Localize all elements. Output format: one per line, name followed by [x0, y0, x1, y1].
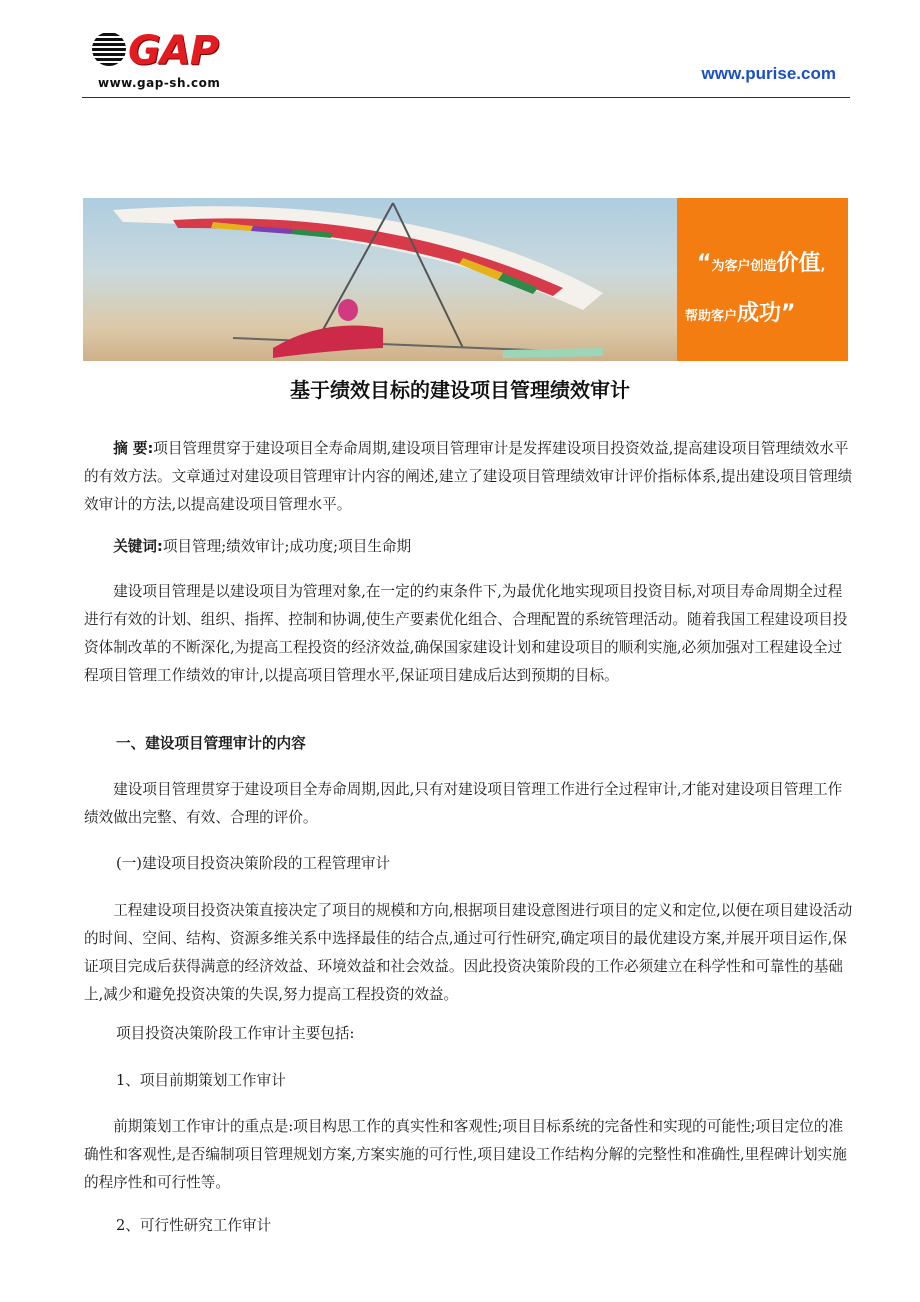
gap-logo[interactable] [82, 24, 242, 94]
intro-paragraph: 建设项目管理是以建设项目为管理对象,在一定的约束条件下,为最优化地实现项目投资目标,对项目寿命周期全过程进行有效的计划、组织、指挥、控制和协调,使生产要素优化组合、合理配置的系统管理活动。随着我国工程建设项目投资体制改革的不断深化,为提高工程投资的经济效益,确保国家建设计划和建设项目的顺利实施,必须加强对工程建设全过程项目管理工作绩效的审计,以提高项目管理水平,保证项目建成后达到预期的目标。 [84, 583, 848, 684]
section-1-paragraph: 建设项目管理贯穿于建设项目全寿命周期,因此,只有对建设项目管理工作进行全过程审计,才能对建设项目管理工作绩效做出完整、有效、合理的评价。 [84, 781, 843, 826]
banner-photo [83, 198, 677, 361]
hang-glider-illustration [83, 198, 677, 361]
section-1-heading: 一、建设项目管理审计的内容 [116, 735, 306, 752]
item-1-heading: 1、项目前期策划工作审计 [116, 1072, 286, 1089]
keywords-label: 关键词: [113, 538, 163, 555]
subsection-1-intro: 项目投资决策阶段工作审计主要包括: [116, 1025, 355, 1042]
subsection-1-paragraph: 工程建设项目投资决策直接决定了项目的规模和方向,根据项目建设意图进行项目的定义和定位,以便在项目建设活动的时间、空间、结构、资源多维关系中选择最佳的结合点,通过可行性研究,确定项目的最优建设方案,并展开项目运作,保证项目完成后获得满意的经济效益、环境效益和社会效益。因此投资决策阶段的工作必须建立在科学性和可靠性的基础上,减少和避免投资决策的失误,努力提高工程投资的效益。 [84, 902, 853, 1003]
logo-wordmark: GAP [128, 28, 219, 74]
slogan-line-1: “为客户创造价值, [697, 251, 826, 276]
globe-icon [92, 32, 126, 66]
abstract-text: 项目管理贯穿于建设项目全寿命周期,建设项目管理审计是发挥建设项目投资效益,提高建设项目管理绩效水平的有效方法。文章通过对建设项目管理审计内容的阐述,建立了建设项目管理绩效审计评价指标体系,提出建设项目管理绩效审计的方法,以提高建设项目管理水平。 [84, 440, 853, 513]
item-1-paragraph: 前期策划工作审计的重点是:项目构思工作的真实性和客观性;项目目标系统的完备性和实现的可能性;项目定位的准确性和客观性,是否编制项目管理规划方案,方案实施的可行性,项目建设工作结构分解的完整性和准确性,里程碑计划实施的程序性和可行性等。 [84, 1118, 847, 1191]
slogan-line-2: 帮助客户成功” [685, 301, 796, 326]
site-url-link[interactable]: www.purise.com [701, 64, 836, 83]
keywords-paragraph [84, 533, 854, 561]
logo-url[interactable]: www.gap-sh.com [98, 76, 221, 90]
abstract-paragraph [84, 435, 854, 519]
header-divider [82, 97, 850, 98]
page-header [82, 24, 850, 98]
keywords-text: 项目管理;绩效审计;成功度;项目生命期 [162, 538, 412, 555]
article-title: 基于绩效目标的建设项目管理绩效审计 [290, 378, 630, 402]
abstract-label: 摘 要: [113, 440, 154, 457]
hang-glider-banner [83, 198, 848, 361]
slogan-panel [677, 198, 848, 361]
item-2-heading: 2、可行性研究工作审计 [116, 1217, 272, 1234]
subsection-1-heading: (一)建设项目投资决策阶段的工程管理审计 [116, 855, 391, 872]
